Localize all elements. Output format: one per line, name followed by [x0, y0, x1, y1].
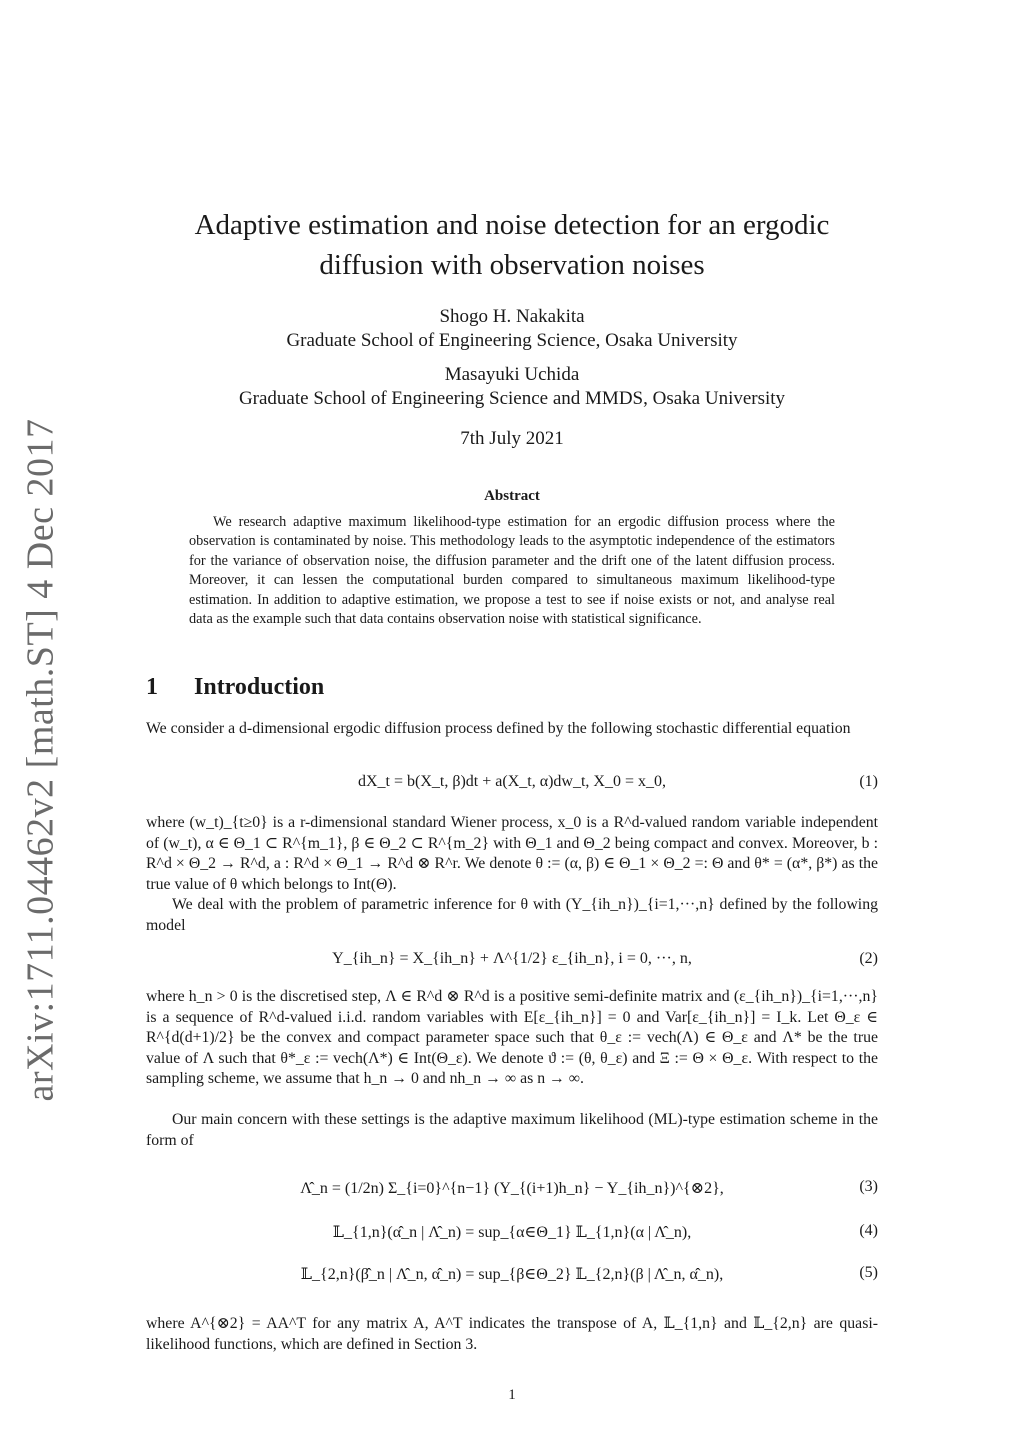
paragraph-4: where h_n > 0 is the discretised step, Λ ∈ R^d ⊗ R^d is a positive semi-definite matrix and (ε_{ih_n})_{i=1,···,n} is a sequence of R^d-valued i.i.d. random variables with E[ε_{ih_n}] = 0 and Var[ε_{ih_n}] = I_k. Let Θ_ε ∈ R^{d(d+1)/2} be the convex and compact parameter space such that θ_ε := vech(Λ) ∈ Θ_ε and Λ* be the true value of Λ such that θ*_ε := vech(Λ*) ∈ Int(Θ_ε). We denote ϑ := (θ, θ_ε) and Ξ := Θ × Θ_ε. With respect to the sampling scheme, we assume that h_n → 0 and nh_n → ∞ as n → ∞.: [146, 988, 878, 1088]
equation-4: [146, 1222, 878, 1246]
title-line-2: diffusion with observation noises: [319, 249, 705, 281]
equation-3-tag: (3): [859, 1178, 878, 1195]
equation-5: [146, 1264, 878, 1288]
paper-date: 7th July 2021: [460, 428, 564, 449]
author-1: [146, 305, 878, 353]
equation-1-expr: dX_t = b(X_t, β)dt + a(X_t, α)dw_t, X_0 = x_0,: [357, 773, 666, 790]
abstract-text: [189, 513, 835, 629]
abstract-body-text: We research adaptive maximum likelihood-type estimation for an ergodic diffusion process where the observation is contaminated by noise. This methodology leads to the asymptotic independence of the estimators for the variance of observation noise, the diffusion parameter and the drift one of the latent diffusion process. Moreover, it can lessen the computational burden compared to simultaneous maximum likelihood-type estimation. In addition to adaptive estimation, we propose a test to see if noise exists or not, and analyse real data as the example such that data contains observation noise with statistical significance.: [189, 514, 835, 628]
paragraph-2: where (w_t)_{t≥0} is a r-dimensional standard Wiener process, x_0 is a R^d-valued random variable independent of (w_t), α ∈ Θ_1 ⊂ R^{m_1}, β ∈ Θ_2 ⊂ R^{m_2} with Θ_1 and Θ_2 being compact and convex. Moreover, b : R^d × Θ_2 → R^d, a : R^d × Θ_1 → R^d ⊗ R^r. We denote θ := (α, β) ∈ Θ_1 × Θ_2 =: Θ and θ* = (α*, β*) as the true value of θ which belongs to Int(Θ).: [146, 814, 878, 893]
equation-4-expr: 𝕃_{1,n}(α̂_n | Λ̂_n) = sup_{α∈Θ_1} 𝕃_{1,n}(α | Λ̂_n),: [332, 1224, 692, 1241]
equation-2: [146, 950, 878, 974]
paragraph-5: Our main concern with these settings is the adaptive maximum likelihood (ML)-type estimation scheme in the form of: [146, 1111, 878, 1149]
title-line-1: Adaptive estimation and noise detection for an ergodic: [194, 209, 830, 241]
arxiv-stamp-text: arXiv:1711.04462v2 [math.ST] 4 Dec 2017: [19, 418, 62, 1102]
section-heading: [146, 674, 324, 701]
section-title: Introduction: [194, 674, 325, 700]
abstract-heading: Abstract: [484, 488, 540, 504]
author-2-affiliation: Graduate School of Engineering Science and MMDS, Osaka University: [238, 388, 786, 409]
paragraph-3: We deal with the problem of parametric inference for θ with (Y_{ih_n})_{i=1,···,n} defined by the following model: [146, 896, 878, 934]
paragraph-6: where A^{⊗2} = AA^T for any matrix A, A^T indicates the transpose of A, 𝕃_{1,n} and 𝕃_{2,n} are quasi-likelihood functions, which are defined in Section 3.: [146, 1315, 878, 1353]
equation-1-tag: (1): [859, 773, 878, 790]
author-1-name: Shogo H. Nakakita: [439, 306, 585, 327]
equation-3-expr: Λ̂_n = (1/2n) Σ_{i=0}^{n−1} (Y_{(i+1)h_n} − Y_{ih_n})^{⊗2},: [300, 1180, 724, 1197]
author-2-name: Masayuki Uchida: [444, 364, 580, 385]
equation-2-expr: Y_{ih_n} = X_{ih_n} + Λ^{1/2} ε_{ih_n}, i = 0, ···, n,: [332, 950, 692, 967]
author-2: [146, 363, 878, 411]
equation-2-tag: (2): [859, 950, 878, 967]
equation-4-tag: (4): [859, 1222, 878, 1239]
arxiv-stamp: [10, 418, 70, 1102]
page-number: 1: [508, 1387, 516, 1403]
equation-3: [146, 1178, 878, 1202]
section-number: 1: [146, 674, 158, 700]
equation-1: [146, 773, 878, 797]
paragraph-1: We consider a d-dimensional ergodic diffusion process defined by the following stochastic differential equation: [146, 720, 851, 737]
equation-5-expr: 𝕃_{2,n}(β̂_n | Λ̂_n, α̂_n) = sup_{β∈Θ_2} 𝕃_{2,n}(β | Λ̂_n, α̂_n),: [300, 1266, 724, 1283]
author-1-affiliation: Graduate School of Engineering Science, Osaka University: [286, 330, 738, 351]
equation-5-tag: (5): [859, 1264, 878, 1281]
paper-title: [146, 205, 878, 285]
